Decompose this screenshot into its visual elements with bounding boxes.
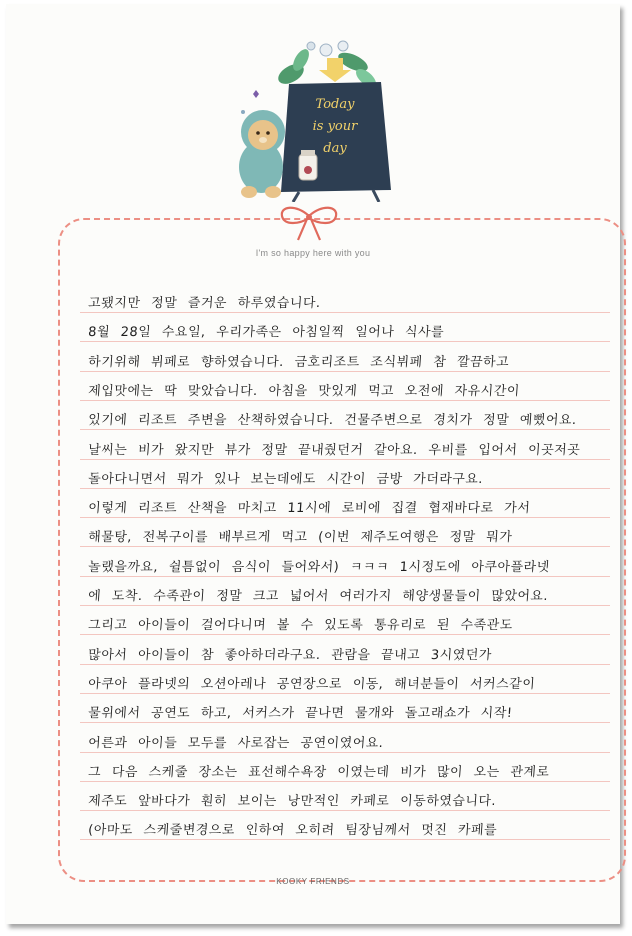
- handwritten-line: 아쿠아 플라넷의 오션아레나 공연장으로 이동, 해녀분들이 서커스같이: [87, 676, 536, 692]
- handwritten-line: 그 다음 스케줄 장소는 표선해수욕장 이였는데 비가 많이 오는 관계로: [87, 764, 551, 780]
- handwritten-line: 돌아다니면서 뭐가 있나 보는데에도 시간이 금방 가더라구요.: [87, 471, 484, 487]
- handwritten-line: 에 도착. 수족관이 정말 크고 넓어서 여러가지 해양생물들이 많았어요.: [87, 589, 549, 604]
- handwritten-line: 제입맛에는 딱 맞았습니다. 아침을 맛있게 먹고 오전에 자유시간이: [87, 383, 521, 399]
- flower-icon: [338, 41, 348, 51]
- today-is-your-day-illustration: [231, 32, 406, 202]
- flower-icon: [307, 42, 315, 50]
- handwritten-line: 놀랬을까요, 쉴틈없이 음식이 들어와서) ㅋㅋㅋ 1시정도에 아쿠아플라넷: [87, 559, 551, 575]
- sparkle-icon: [253, 90, 259, 98]
- handwritten-line: 물위에서 공연도 하고, 서커스가 끝나면 물개와 돌고래쇼가 시작!: [87, 706, 513, 722]
- tagline: I'm so happy here with you: [255, 248, 371, 258]
- handwritten-line: 제주도 앞바다가 훤히 보이는 낭만적인 카페로 이동하였습니다.: [87, 794, 497, 810]
- sign-text: is your: [312, 119, 358, 134]
- handwritten-line: 고됐지만 정말 즐거운 하루였습니다.: [87, 296, 322, 311]
- letter-paper: [6, 4, 620, 924]
- handwritten-line: 많아서 아이들이 참 좋아하더라구요. 관람을 끝내고 3시였던가: [87, 647, 493, 663]
- handwritten-line: (아마도 스케줄변경으로 인하여 오히려 팀장님께서 멋진 카페를: [87, 823, 498, 839]
- handwritten-line: 그리고 아이들이 걸어다니며 볼 수 있도록 통유리로 된 수족관도: [87, 618, 514, 634]
- handwritten-line: 날씨는 비가 왔지만 뷰가 정말 끝내줬던거 같아요. 우비를 입어서 이곳저곳: [87, 442, 581, 458]
- ribbon-bow-icon: [276, 204, 342, 244]
- handwritten-line: 해물탕, 전복구이를 배부르게 먹고 (이번 제주도여행은 정말 뭐가: [87, 530, 513, 546]
- sign-text: Today: [315, 97, 355, 112]
- sparkle-icon: [241, 110, 245, 114]
- handwritten-line: 하기위해 뷔페로 향하였습니다. 금호리조트 조식뷔페 참 깔끔하고: [87, 354, 510, 370]
- handwritten-line: 이렇게 리조트 산책을 마치고 11시에 로비에 집결 협재바다로 가서: [87, 501, 531, 517]
- sign-text: day: [323, 141, 347, 156]
- handwritten-line: 어른과 아이들 모두를 사로잡는 공연이였어요.: [87, 735, 384, 751]
- handwritten-line: 8월 28일 수요일, 우리가족은 아침일찍 일어나 식사를: [87, 325, 445, 341]
- brand-footer: KOOKY FRIENDS: [276, 877, 350, 886]
- handwritten-line: 있기에 리조트 주변을 산책하였습니다. 건물주변으로 경치가 정말 예뻤어요.: [87, 413, 578, 429]
- flower-icon: [320, 44, 332, 56]
